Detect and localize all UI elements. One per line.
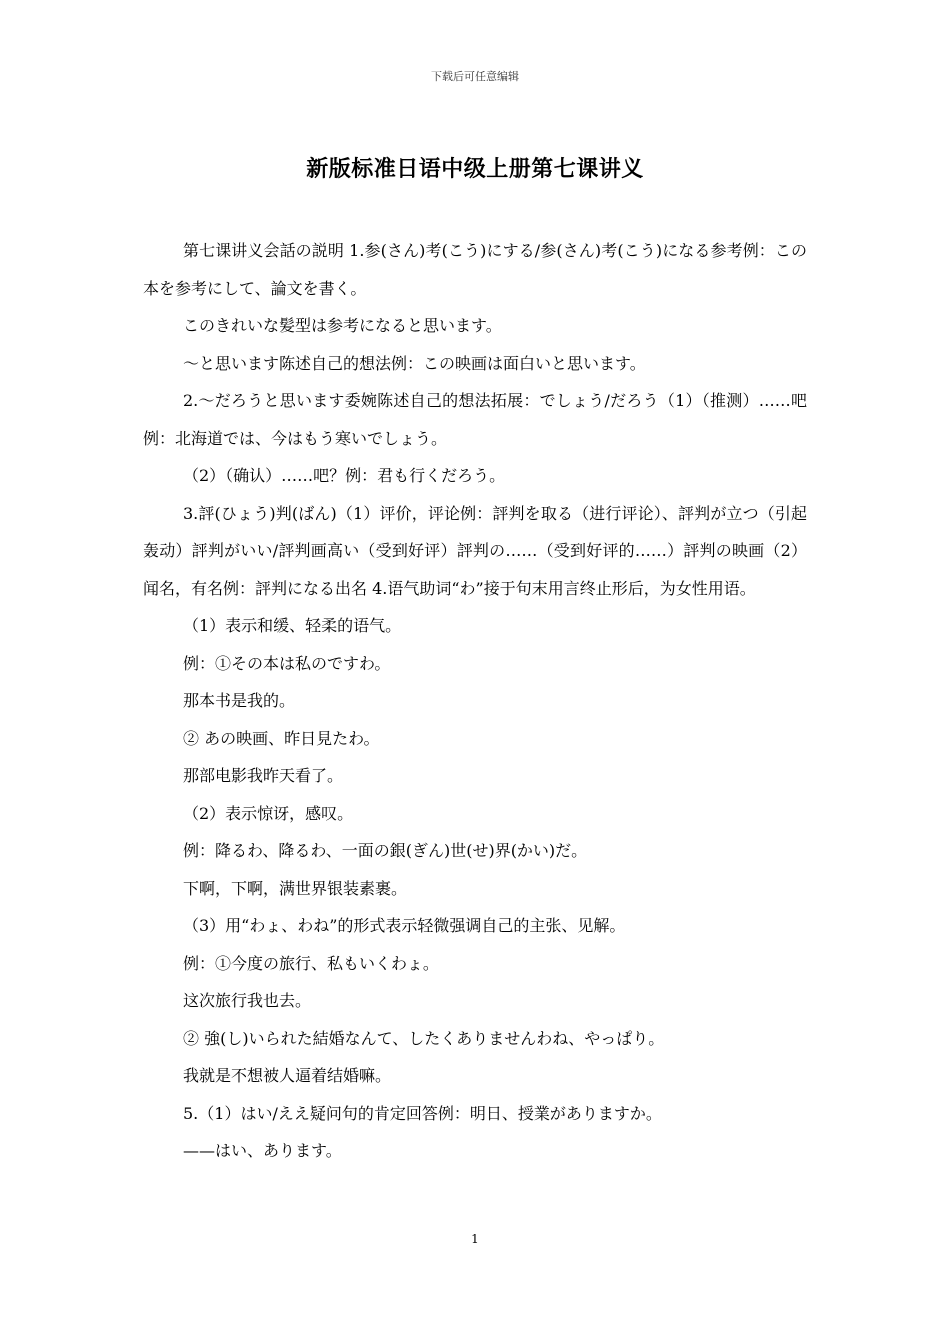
paragraph: 那本书是我的。 [183, 691, 296, 710]
paragraph: ——はい、あります。 [183, 1141, 342, 1160]
paragraph: 例：降るわ、降るわ、一面の銀(ぎん)世(せ)界(かい)だ。 [183, 841, 588, 860]
document-body [143, 232, 807, 1170]
header-note: 下载后可任意编辑 [431, 70, 519, 83]
paragraph: ② あの映画、昨日見たわ。 [183, 728, 380, 748]
paragraph: （3）用“わょ、わね”的形式表示轻微强调自己的主张、见解。 [183, 916, 626, 935]
paragraph: ② 強(し)いられた結婚なんて、したくありませんわね、やっぱり。 [183, 1028, 665, 1048]
paragraph: 那部电影我昨天看了。 [183, 766, 344, 785]
paragraph: 3.評(ひょう)判(ばん)（1）评价，评论例：評判を取る（进行评论）、評判が立つ（引起轰动）評判がいい/評判画高い（受到好评）評判の……（受到好评的……）評判の映画（2）闻名，有名例：評判になる出名 4.语气助词“わ”接于句末用言终止形后，为女性用语。 [143, 503, 807, 598]
paragraph: 我就是不想被人逼着结婚嘛。 [183, 1066, 392, 1085]
paragraph: 5.（1）はい/ええ疑问句的肯定回答例：明日、授業がありますか。 [183, 1103, 662, 1123]
paragraph: （2）表示惊讶，感叹。 [183, 803, 354, 823]
paragraph: 这次旅行我也去。 [183, 991, 312, 1010]
paragraph: 第七课讲义会話の説明 1.参(さん)考(こう)にする/参(さん)考(こう)になる参考例：この本を参考にして、論文を書く。 [143, 241, 807, 298]
paragraph: （2）（确认）……吧？例：君も行くだろう。 [183, 466, 506, 485]
document-title: 新版标准日语中级上册第七课讲义 [306, 156, 644, 182]
paragraph: 例：①今度の旅行、私もいくわょ。 [183, 953, 439, 973]
paragraph: 下啊，下啊，满世界银装素裹。 [183, 878, 408, 898]
paragraph: ～と思います陈述自己的想法例：この映画は面白いと思います。 [183, 353, 646, 373]
paragraph: 2.～だろうと思います委婉陈述自己的想法拓展：でしょう/だろう（1）（推测）……吧例：北海道では、今はもう寒いでしょう。 [143, 391, 807, 448]
paragraph: このきれいな髪型は参考になると思います。 [183, 316, 502, 335]
paragraph: （1）表示和缓、轻柔的语气。 [183, 616, 402, 635]
paragraph: 例：①その本は私のですわ。 [183, 653, 391, 673]
page-number: 1 [471, 1232, 479, 1246]
